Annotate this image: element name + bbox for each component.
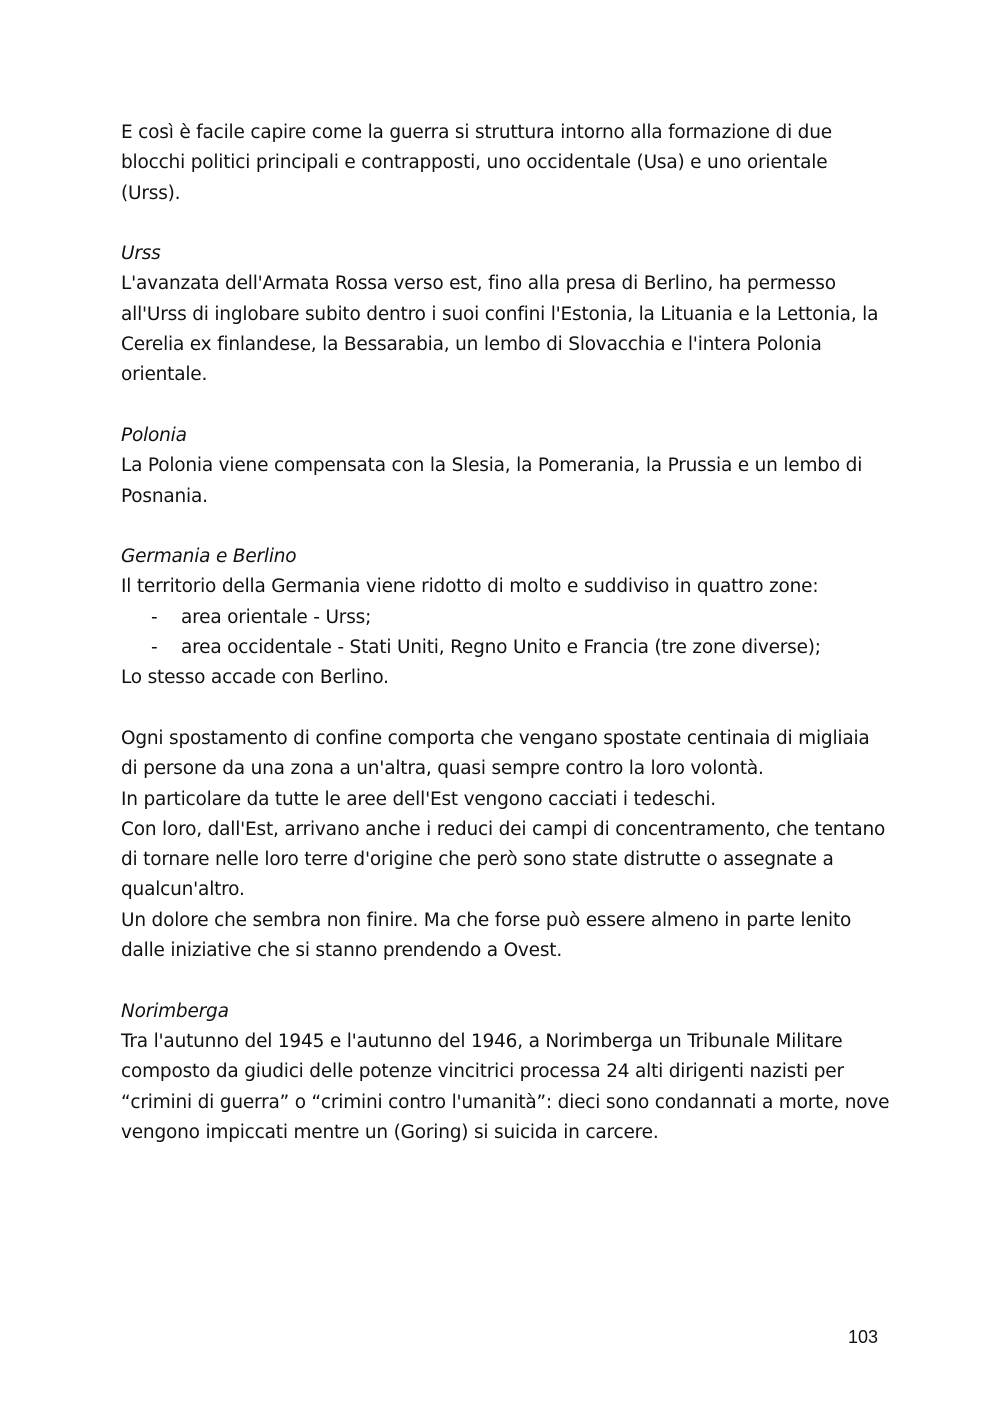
spostamenti-paragraph-2: In particolare da tutte le aree dell'Est vengono cacciati i tedeschi. — [121, 788, 716, 810]
spacer — [121, 512, 891, 542]
section-text-polonia: La Polonia viene compensata con la Slesia, la Pomerania, la Prussia e un lembo di Posnania. — [121, 455, 863, 507]
section-heading-norimberga: Norimberga — [121, 1000, 229, 1022]
spacer — [121, 694, 891, 724]
spacer — [121, 966, 891, 996]
list-item-text: area orientale - Urss; — [181, 606, 372, 628]
spacer — [121, 391, 891, 421]
list-item — [121, 633, 891, 663]
spostamenti-paragraph-1: Ogni spostamento di confine comporta che vengano spostate centinaia di migliaia di persone da una zona a un'altra, quasi sempre contro la loro volontà. — [121, 727, 870, 780]
section-heading-germania: Germania e Berlino — [121, 546, 297, 568]
bullet-dash: - — [151, 606, 158, 628]
spacer — [121, 209, 891, 239]
page-content — [121, 118, 891, 1148]
list-item — [121, 603, 891, 633]
section-text-germania-outro: Lo stesso accade con Berlino. — [121, 667, 389, 689]
page-number: 103 — [847, 1327, 878, 1347]
section-heading-polonia: Polonia — [121, 424, 187, 446]
section-text-urss: L'avanzata dell'Armata Rossa verso est, fino alla presa di Berlino, ha permesso all'Urss di inglobare subito dentro i suoi confini l'Estonia, la Lituania e la Lettonia, la Cerelia ex finlandese, la Bessarabia, un lembo di Slovacchia e l'intera Polonia orientale. — [121, 273, 879, 386]
section-text-germania-intro: Il territorio della Germania viene ridotto di molto e suddiviso in quattro zone: — [121, 576, 819, 598]
spostamenti-paragraph-4: Un dolore che sembra non finire. Ma che forse può essere almeno in parte lenito dalle iniziative che si stanno prendendo a Ovest. — [121, 909, 852, 962]
bullet-dash: - — [151, 637, 158, 659]
spostamenti-paragraph-3: Con loro, dall'Est, arrivano anche i reduci dei campi di concentramento, che tentano di tornare nelle loro terre d'origine che però sono state distrutte o assegnate a qualcun'altro. — [121, 818, 886, 901]
zones-list — [121, 603, 891, 664]
section-heading-urss: Urss — [121, 243, 161, 265]
intro-paragraph: E così è facile capire come la guerra si struttura intorno alla formazione di due blocchi politici principali e contrapposti, uno occidentale (Usa) e uno orientale (Urss). — [121, 122, 832, 204]
list-item-text: area occidentale - Stati Uniti, Regno Unito e Francia (tre zone diverse); — [181, 637, 821, 659]
section-text-norimberga: Tra l'autunno del 1945 e l'autunno del 1946, a Norimberga un Tribunale Militare composto da giudici delle potenze vincitrici processa 24 alti dirigenti nazisti per “crimini di guerra” o “crimini contro l'umanità”: dieci sono condannati a morte, nove vengono impiccati mentre un (Goring) si suicida in carcere. — [121, 1030, 890, 1143]
